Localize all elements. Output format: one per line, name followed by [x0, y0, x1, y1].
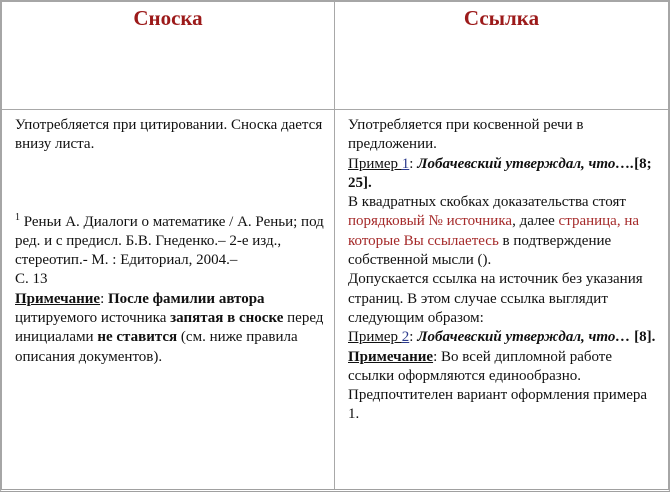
citation-text: Реньи А. Диалоги о математике / А. Реньи; под ред. и с предисл. Б.В. Гнеденко.– 2-е изд., стереотип.- М. : Едиториал, 2004.– [15, 213, 324, 269]
column-divider [334, 2, 335, 489]
header-footnote: Сноска [133, 6, 203, 30]
header-reference: Ссылка [463, 6, 540, 30]
no-pages-text: Допускается ссылка на источник без указания страниц. В этом случае ссылка выглядит следующим образом: [348, 271, 643, 326]
footnote-intro: Употребляется при цитировании. Сноска дается внизу листа. [15, 117, 323, 153]
example-1: Пример 1: Лобачевский утверждал, что….[8; 25]. [348, 155, 652, 191]
footnote-cell [15, 116, 327, 367]
reference-cell [348, 116, 660, 425]
example-2-link[interactable]: 2 [401, 329, 410, 346]
example-1-link[interactable]: 1 [401, 155, 410, 172]
footnote-note: Примечание: После фамилии автора цитируемого источника запятая в сноске перед инициалами не ставится (см. ниже правила описания документов). [15, 290, 324, 365]
note-label: Примечание [15, 290, 101, 307]
reference-note: Примечание: Во всей дипломной работе ссылки оформляются единообразно. Предпочтителен вариант оформления примера 1. [348, 348, 648, 423]
example-2: Пример 2: Лобачевский утверждал, что… [8]. [348, 329, 656, 346]
reference-intro: Употребляется при косвенной речи в предложении. [348, 117, 584, 153]
footnote-mark: 1 [15, 211, 20, 223]
brackets-explanation: В квадратных скобках доказательства стоят порядковый № источника, далее страница, на которые Вы ссылаетесь в подтверждение собственной мысли (). [348, 194, 640, 269]
citation-page: С. 13 [15, 271, 48, 288]
footnote-citation [15, 213, 327, 271]
header-divider [2, 109, 668, 110]
